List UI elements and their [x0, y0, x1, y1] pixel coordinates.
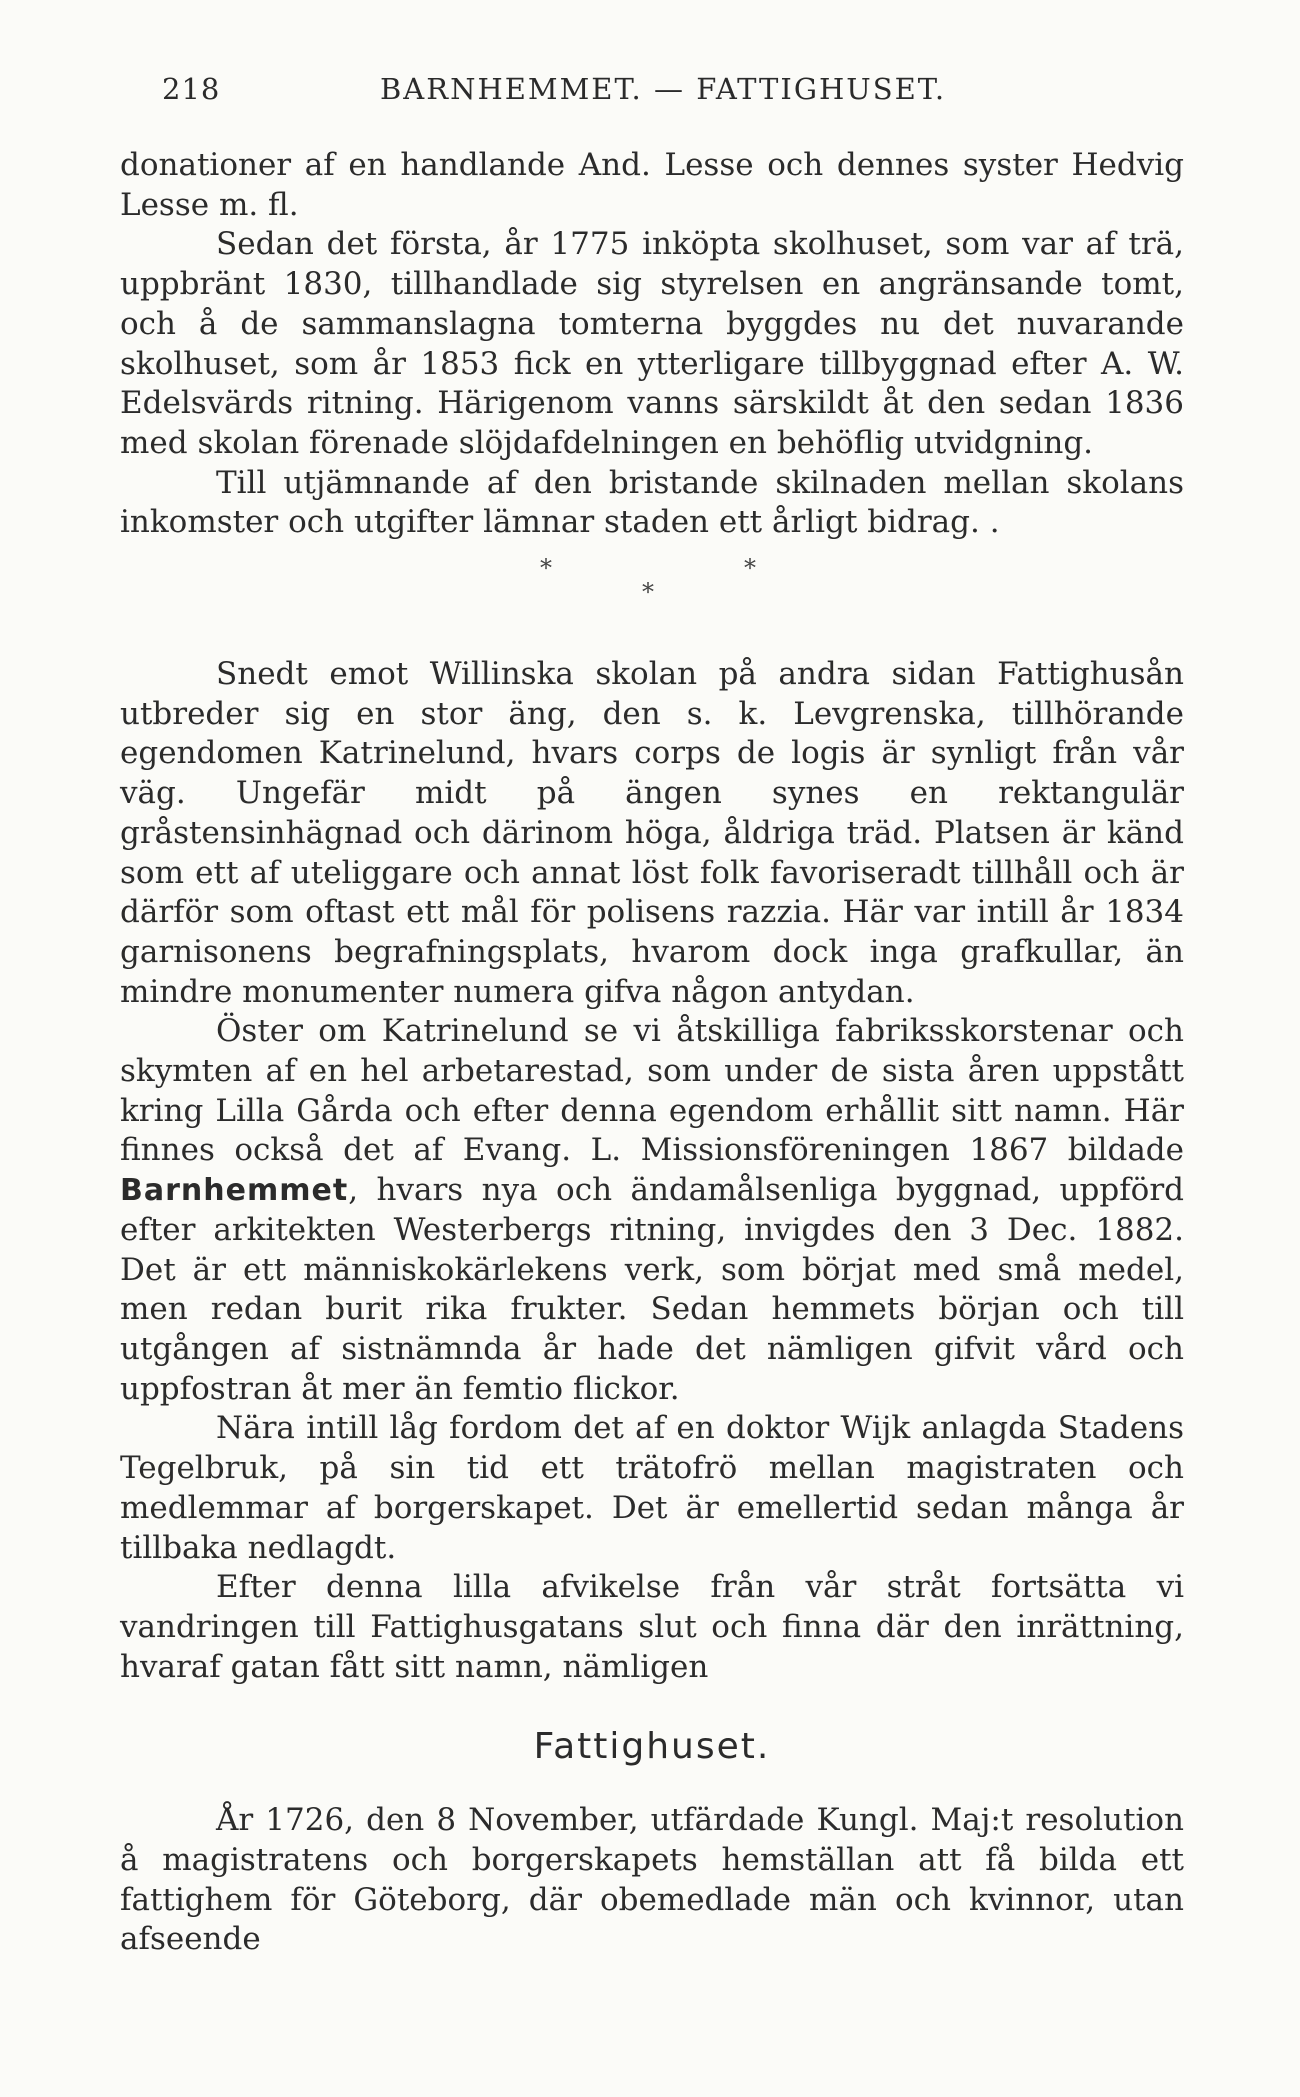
page-number: 218 — [162, 72, 221, 106]
body-text — [120, 146, 1184, 1960]
bold-term: Barnhemmet — [120, 1173, 349, 1209]
paragraph-text: Öster om Katrinelund se vi åtskilliga fabriksskorstenar och skymten af en hel arbetarestad, som under de sista åren uppstått kring Lilla Gårda och efter denna egendom erhållit sitt namn. Här finnes också det af Evang. L. Missionsföreningen 1867 bildade — [120, 1013, 1184, 1169]
page-header — [120, 68, 1180, 112]
asterisk-ornament: * — [744, 554, 756, 583]
paragraph-barnhemmet — [120, 1012, 1184, 1409]
paragraph: Snedt emot Willinska skolan på andra sidan Fattighusån utbreder sig en stor äng, den s. k. Levgrenska, tillhörande egendomen Katrinelund, hvars corps de logis är synligt från vår väg. Ungefär midt på ängen synes en rektangulär gråstensinhägnad och därinom höga, åldriga träd. Platsen är känd som ett af uteliggare och annat löst folk favoriseradt tillhåll och är därför som oftast ett mål för polisens razzia. Här var intill år 1834 garnisonens begrafningsplats, hvarom dock inga grafkullar, än mindre monumenter numera gifva någon antydan. — [120, 656, 1184, 1010]
asterisk-ornament: * — [540, 554, 552, 583]
running-title: BARNHEMMET. — FATTIGHUSET. — [380, 72, 947, 106]
paragraph: Sedan det första, år 1775 inköpta skolhuset, som var af trä, uppbränt 1830, tillhandlade sig styrelsen en angränsande tomt, och å de sammanslagna tomterna byggdes nu det nuvarande skolhuset, som år 1853 fick en ytterligare tillbyggnad efter A. W. Edelsvärds ritning. Härigenom vanns särskildt åt den sedan 1836 med skolan förenade slöjdafdelningen en behöflig utvidgning. — [120, 226, 1184, 461]
asterisk-ornament: * — [642, 578, 654, 607]
paragraph: donationer af en handlande And. Lesse och dennes syster Hedvig Lesse m. fl. — [120, 147, 1184, 223]
paragraph: Till utjämnande af den bristande skilnaden mellan skolans inkomster och utgifter lämnar staden ett årligt bidrag. . — [120, 464, 1184, 541]
section-separator — [120, 543, 1184, 655]
paragraph: Nära intill låg fordom det af en doktor Wijk anlagda Stadens Tegelbruk, på sin tid ett trätofrö mellan magistraten och medlemmar af borgerskapet. Det är emellertid sedan många år tillbaka nedlagdt. — [120, 1410, 1184, 1566]
section-heading: Fattighuset. — [533, 1726, 771, 1768]
paragraph: Efter denna lilla afvikelse från vår stråt fortsätta vi vandringen till Fattighusgatans slut och finna där den inrättning, hvaraf gatan fått sitt namn, nämligen — [120, 1569, 1184, 1685]
paragraph-text: , hvars nya och ändamålsenliga byggnad, uppförd efter arkitekten Westerbergs ritning, invigdes den 3 Dec. 1882. Det är ett människokärlekens verk, som börjat med små medel, men redan burit rika frukter. Sedan hemmets början och till utgången af sistnämnda år hade det nämligen gifvit vård och uppfostran åt mer än femtio flickor. — [120, 1172, 1184, 1407]
paragraph: År 1726, den 8 November, utfärdade Kungl. Maj:t resolution å magistratens och borgerskapets hemställan att få bilda ett fattighem för Göteborg, där obemedlade män och kvinnor, utan afseende — [120, 1802, 1184, 1958]
